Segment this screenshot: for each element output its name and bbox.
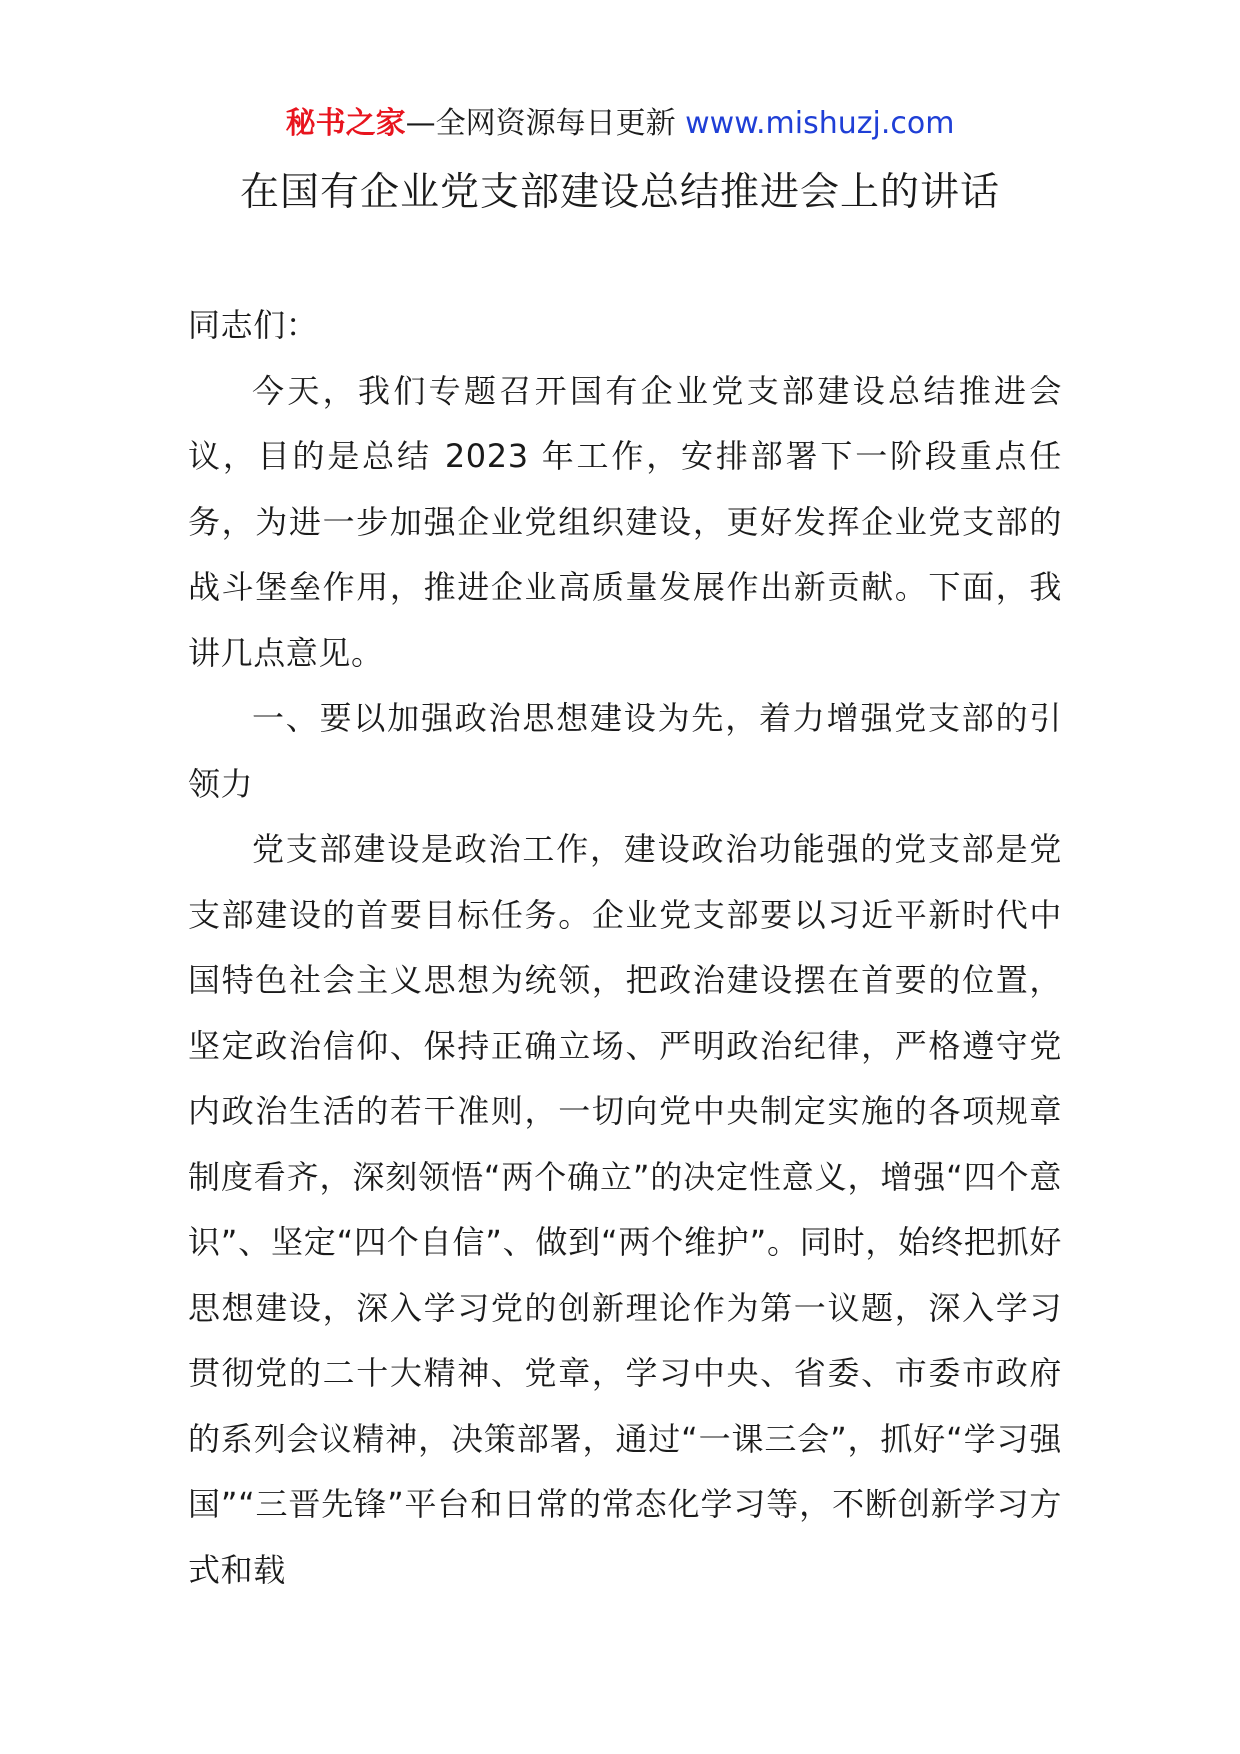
salutation: 同志们： xyxy=(188,306,319,344)
site-slogan: —全网资源每日更新 xyxy=(405,106,676,141)
document-title: 在国有企业党支部建设总结推进会上的讲话 xyxy=(239,170,1000,215)
paragraph-intro: 今天，我们专题召开国有企业党支部建设总结推进会议，目的是总结 2023 年工作，安排部署下一阶段重点任务，为进一步加强企业党组织建设，更好发挥企业党支部的战斗堡垒作用，推进企业高质量发展作出新贡献。下面，我讲几点意见。 xyxy=(188,371,1062,672)
section-heading-1: 一、要以加强政治思想建设为先，着力增强党支部的引领力 xyxy=(188,699,1062,803)
site-header xyxy=(0,104,1240,144)
paragraph-section-1: 党支部建设是政治工作，建设政治功能强的党支部是党支部建设的首要目标任务。企业党支部要以习近平新时代中国特色社会主义思想为统领，把政治建设摆在首要的位置，坚定政治信仰、保持正确立场、严明政治纪律，严格遵守党内政治生活的若干准则，一切向党中央制定实施的各项规章制度看齐，深刻领悟“两个确立”的决定性意义，增强“四个意识”、坚定“四个自信”、做到“两个维护”。同时，始终把抓好思想建设，深入学习党的创新理论作为第一议题，深入学习贯彻党的二十大精神、党章，学习中央、省委、市委市政府的系列会议精神，决策部署，通过“一课三会”，抓好“学习强国”“三晋先锋”平台和日常的常态化学习等，不断创新学习方式和载 xyxy=(188,830,1062,1589)
site-brand: 秘书之家 xyxy=(285,106,406,141)
site-url-link[interactable]: www.mishuzj.com xyxy=(685,106,955,141)
document-body xyxy=(188,293,1062,1603)
